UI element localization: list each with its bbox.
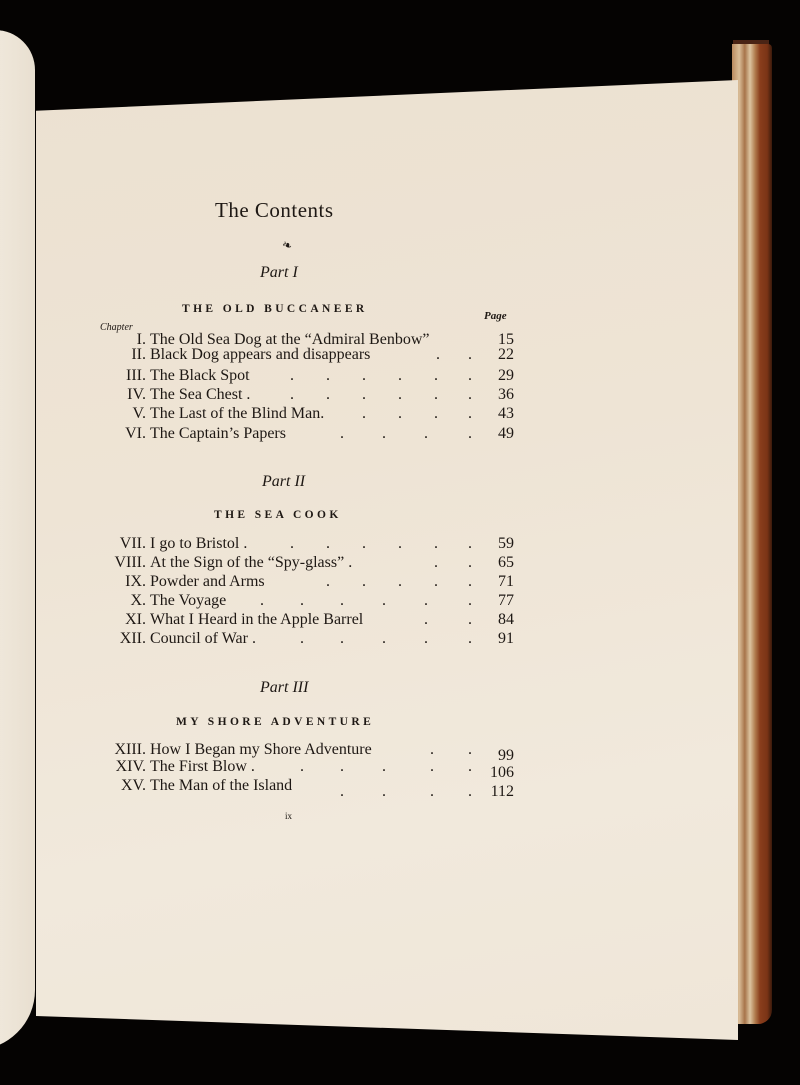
toc-row[interactable]: IV. The Sea Chest . . . . . . . 36 — [90, 385, 520, 405]
chapter-page: 99 — [498, 747, 514, 764]
chapter-title: The Last of the Blind Man. — [150, 405, 325, 422]
chapter-number: I. — [136, 331, 146, 348]
chapter-page: 43 — [498, 405, 514, 422]
chapter-page: 22 — [498, 346, 514, 363]
chapter-number: IX. — [125, 573, 146, 590]
chapter-page: 71 — [498, 573, 514, 590]
chapter-page: 59 — [498, 535, 514, 552]
chapter-page: 112 — [490, 783, 514, 800]
chapter-number: V. — [132, 405, 146, 422]
part-name: THE SEA COOK — [214, 509, 342, 521]
chapter-number: XI. — [125, 611, 146, 628]
chapter-page: 36 — [498, 386, 514, 403]
chapter-title: Council of War . — [150, 630, 256, 647]
fleuron-ornament-icon: ❧ — [280, 236, 295, 254]
page-column-header: Page — [484, 310, 507, 322]
chapter-page: 49 — [498, 425, 514, 442]
toc-row[interactable]: XI. What I Heard in the Apple Barrel . . 84 — [90, 610, 520, 630]
chapter-title: Black Dog appears and disappears — [150, 346, 371, 363]
chapter-number: IV. — [127, 386, 146, 403]
toc-row[interactable]: III. The Black Spot . . . . . . 29 — [90, 366, 520, 386]
chapter-page: 91 — [498, 630, 514, 647]
chapter-page: 29 — [498, 367, 514, 384]
chapter-title: Powder and Arms — [150, 573, 265, 590]
chapter-number: VIII. — [114, 554, 146, 571]
toc-row[interactable]: XIII. How I Began my Shore Adventure . . 99 — [90, 740, 520, 760]
toc-row[interactable]: VIII. At the Sign of the “Spy-glass” . . . 65 — [90, 553, 520, 573]
chapter-number: X. — [130, 592, 146, 609]
chapter-page: 15 — [498, 331, 514, 348]
chapter-title: The Old Sea Dog at the “Admiral Benbow” — [150, 331, 430, 348]
chapter-title: I go to Bristol . — [150, 535, 248, 552]
chapter-number: III. — [126, 367, 146, 384]
toc-row[interactable]: II. Black Dog appears and disappears . . 22 — [90, 345, 520, 365]
chapter-title: The Sea Chest . — [150, 386, 251, 403]
chapter-title: The Captain’s Papers — [150, 425, 286, 442]
chapter-title: How I Began my Shore Adventure — [150, 741, 372, 758]
chapter-number: VI. — [125, 425, 146, 442]
toc-row[interactable]: IX. Powder and Arms . . . . . 71 — [90, 572, 520, 592]
chapter-page: 77 — [498, 592, 514, 609]
toc-row[interactable]: VI. The Captain’s Papers . . . . 49 — [90, 424, 520, 444]
part-label: Part III — [260, 679, 309, 696]
chapter-number: XIV. — [115, 758, 146, 775]
toc-row[interactable]: XIV. The First Blow . . . . . . 106 — [90, 757, 520, 777]
chapter-number: XIII. — [114, 741, 146, 758]
chapter-column-header: Chapter — [100, 322, 133, 333]
chapter-title: The Man of the Island — [150, 777, 293, 794]
toc-row[interactable]: VII. I go to Bristol . . . . . . . 59 — [90, 534, 520, 554]
chapter-number: VII. — [119, 535, 146, 552]
chapter-title: The Voyage — [150, 592, 227, 609]
chapter-number: XV. — [120, 777, 146, 794]
page-folio: ix — [285, 811, 293, 821]
chapter-page: 84 — [498, 611, 514, 628]
toc-row[interactable]: XII. Council of War . . . . . . 91 — [90, 629, 520, 649]
toc-row[interactable]: X. The Voyage . . . . . . 77 — [90, 591, 520, 611]
part-label: Part I — [260, 264, 298, 281]
chapter-number: II. — [131, 346, 146, 363]
toc-row[interactable]: XV. The Man of the Island . . . . 112 — [90, 776, 520, 796]
chapter-page: 65 — [498, 554, 514, 571]
chapter-title: At the Sign of the “Spy-glass” . — [150, 554, 353, 571]
part-label: Part II — [262, 473, 306, 490]
page-title: The Contents — [215, 198, 334, 222]
chapter-number: XII. — [119, 630, 146, 647]
chapter-title: What I Heard in the Apple Barrel — [150, 611, 364, 628]
toc-row[interactable]: V. The Last of the Blind Man. . . . . 43 — [90, 404, 520, 424]
chapter-title: The First Blow . — [150, 758, 255, 775]
part-name: THE OLD BUCCANEER — [182, 303, 368, 315]
chapter-page: 106 — [490, 764, 514, 781]
part-name: MY SHORE ADVENTURE — [176, 716, 375, 728]
chapter-title: The Black Spot — [150, 367, 250, 384]
